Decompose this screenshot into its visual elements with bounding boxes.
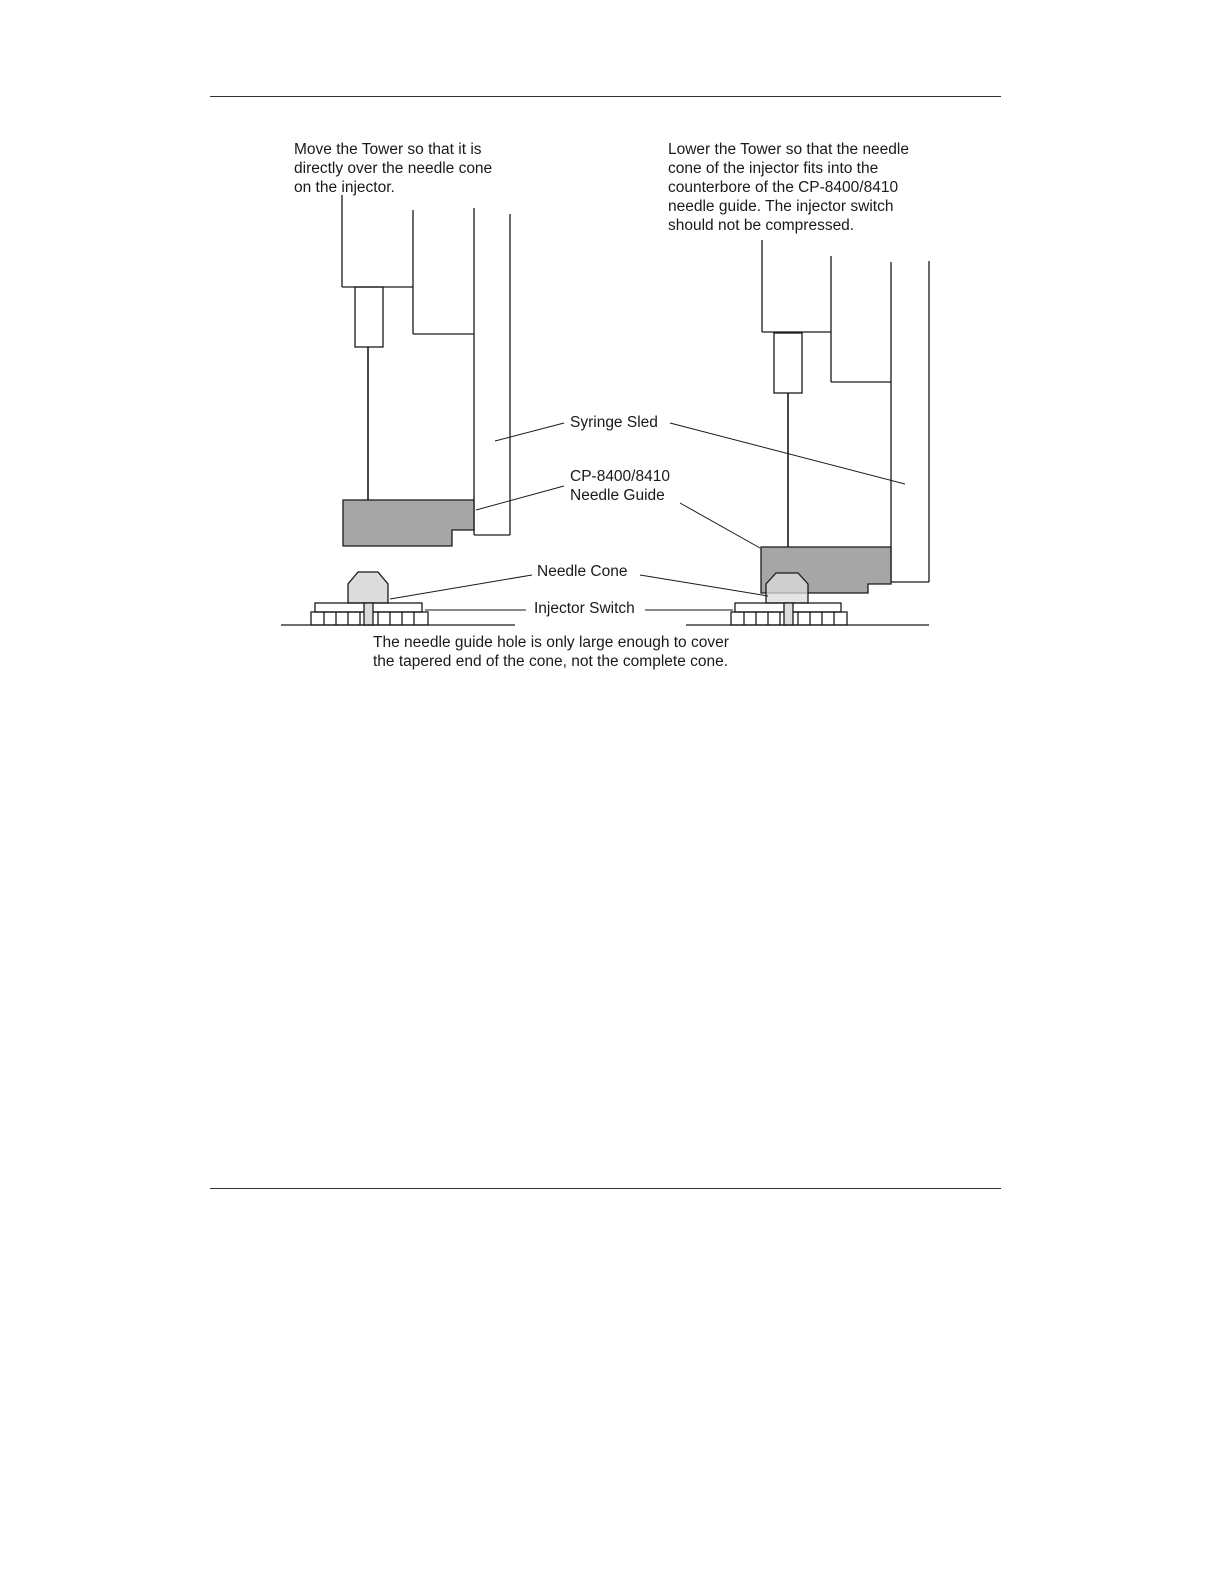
needle-cone-label: Needle Cone bbox=[537, 563, 628, 580]
right-injector-switch bbox=[731, 603, 847, 625]
right-syringe-barrel bbox=[774, 333, 802, 393]
right-step-caption: Lower the Tower so that the needle cone of the injector fits into the counterbore of the CP-8400/8410 needle guide. The injector switch should not be compressed. bbox=[668, 141, 909, 234]
right-needle-cone bbox=[766, 573, 808, 603]
syringe-sled-label: Syringe Sled bbox=[570, 414, 658, 431]
needle-guide-label: CP-8400/8410 Needle Guide bbox=[570, 468, 670, 504]
left-needle-guide bbox=[343, 500, 474, 546]
left-syringe-barrel bbox=[355, 287, 383, 347]
injector-switch-label: Injector Switch bbox=[534, 600, 635, 617]
left-injector-switch bbox=[311, 603, 428, 625]
right-tower bbox=[762, 240, 929, 582]
left-step-caption: Move the Tower so that it is directly over the needle cone on the injector. bbox=[294, 141, 493, 196]
footer-rule bbox=[210, 1188, 1001, 1189]
left-needle-cone bbox=[348, 572, 388, 603]
needle-guide-note: The needle guide hole is only large enough to cover the tapered end of the cone, not the complete cone. bbox=[373, 634, 729, 670]
